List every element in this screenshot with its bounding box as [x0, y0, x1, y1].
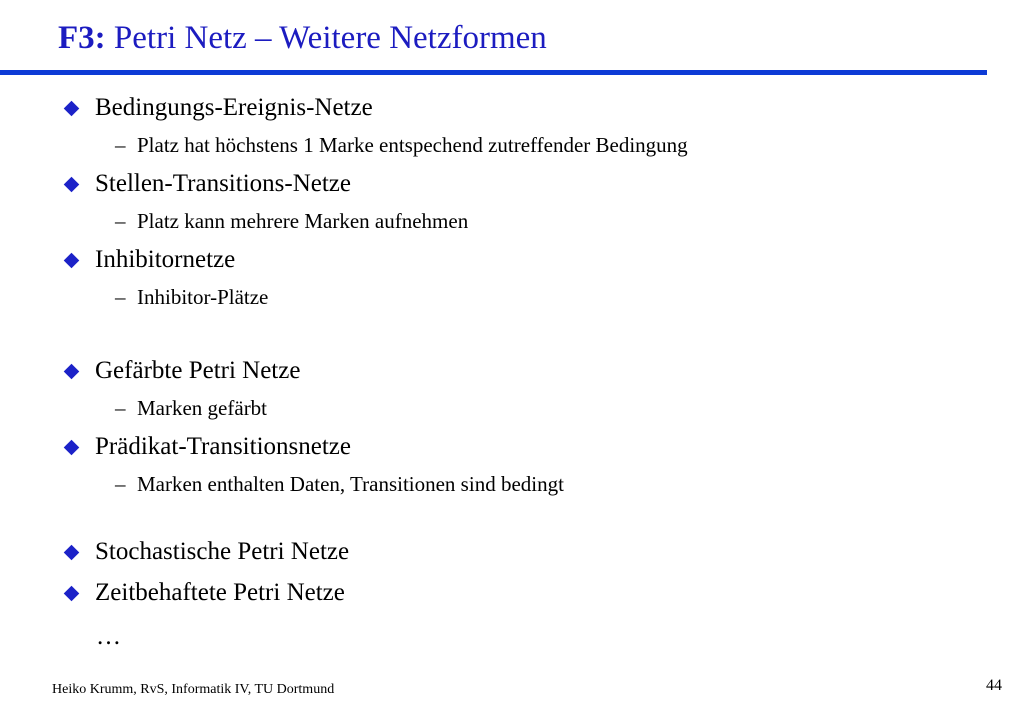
- footer-author: Heiko Krumm, RvS, Informatik IV, TU Dortmund: [52, 682, 335, 697]
- bullet-label: Stochastische Petri Netze: [95, 538, 350, 565]
- sub-item: [115, 471, 564, 497]
- bullet-label: Bedingungs-Ereignis-Netze: [95, 94, 373, 121]
- sub-item: [115, 284, 268, 310]
- sub-item: [115, 208, 468, 234]
- dash-marker: –: [115, 396, 126, 420]
- dash-marker: –: [115, 133, 126, 157]
- diamond-bullet-icon: [64, 176, 80, 192]
- bullet-label: Prädikat-Transitionsnetze: [95, 433, 351, 460]
- bullet-item: [64, 93, 373, 123]
- dash-marker: –: [115, 472, 126, 496]
- bullet-item: [64, 245, 235, 275]
- slide-title: [58, 16, 547, 60]
- bullet-item: [64, 578, 345, 608]
- diamond-bullet-icon: [64, 363, 80, 379]
- continuation-ellipsis: …: [96, 623, 121, 650]
- sub-item-text: Marken enthalten Daten, Transitionen sind bedingt: [137, 472, 564, 496]
- diamond-bullet-icon: [64, 585, 80, 601]
- diamond-bullet-icon: [64, 252, 80, 268]
- bullet-label: Inhibitornetze: [95, 246, 236, 273]
- diamond-bullet-icon: [64, 544, 80, 560]
- page-number: 44: [986, 677, 1002, 694]
- bullet-item: [64, 169, 351, 199]
- bullet-item: [64, 432, 351, 462]
- bullet-item: [64, 537, 349, 567]
- dash-marker: –: [115, 209, 126, 233]
- bullet-item: [64, 356, 300, 386]
- sub-item-text: Platz hat höchstens 1 Marke entspechend zutreffender Bedingung: [137, 133, 688, 157]
- diamond-bullet-icon: [64, 100, 80, 116]
- slide-title-text: Petri Netz – Weitere Netzformen: [113, 20, 547, 56]
- dash-marker: –: [115, 285, 126, 309]
- sub-item: [115, 395, 267, 421]
- bullet-label: Stellen-Transitions-Netze: [95, 170, 351, 197]
- sub-item-text: Marken gefärbt: [137, 396, 268, 420]
- sub-item: [115, 132, 688, 158]
- slide-title-prefix: F3:: [58, 20, 106, 56]
- title-divider: [0, 70, 987, 75]
- sub-item-text: Platz kann mehrere Marken aufnehmen: [137, 209, 469, 233]
- bullet-label: Zeitbehaftete Petri Netze: [95, 579, 345, 606]
- bullet-label: Gefärbte Petri Netze: [95, 357, 301, 384]
- diamond-bullet-icon: [64, 439, 80, 455]
- sub-item-text: Inhibitor-Plätze: [137, 285, 269, 309]
